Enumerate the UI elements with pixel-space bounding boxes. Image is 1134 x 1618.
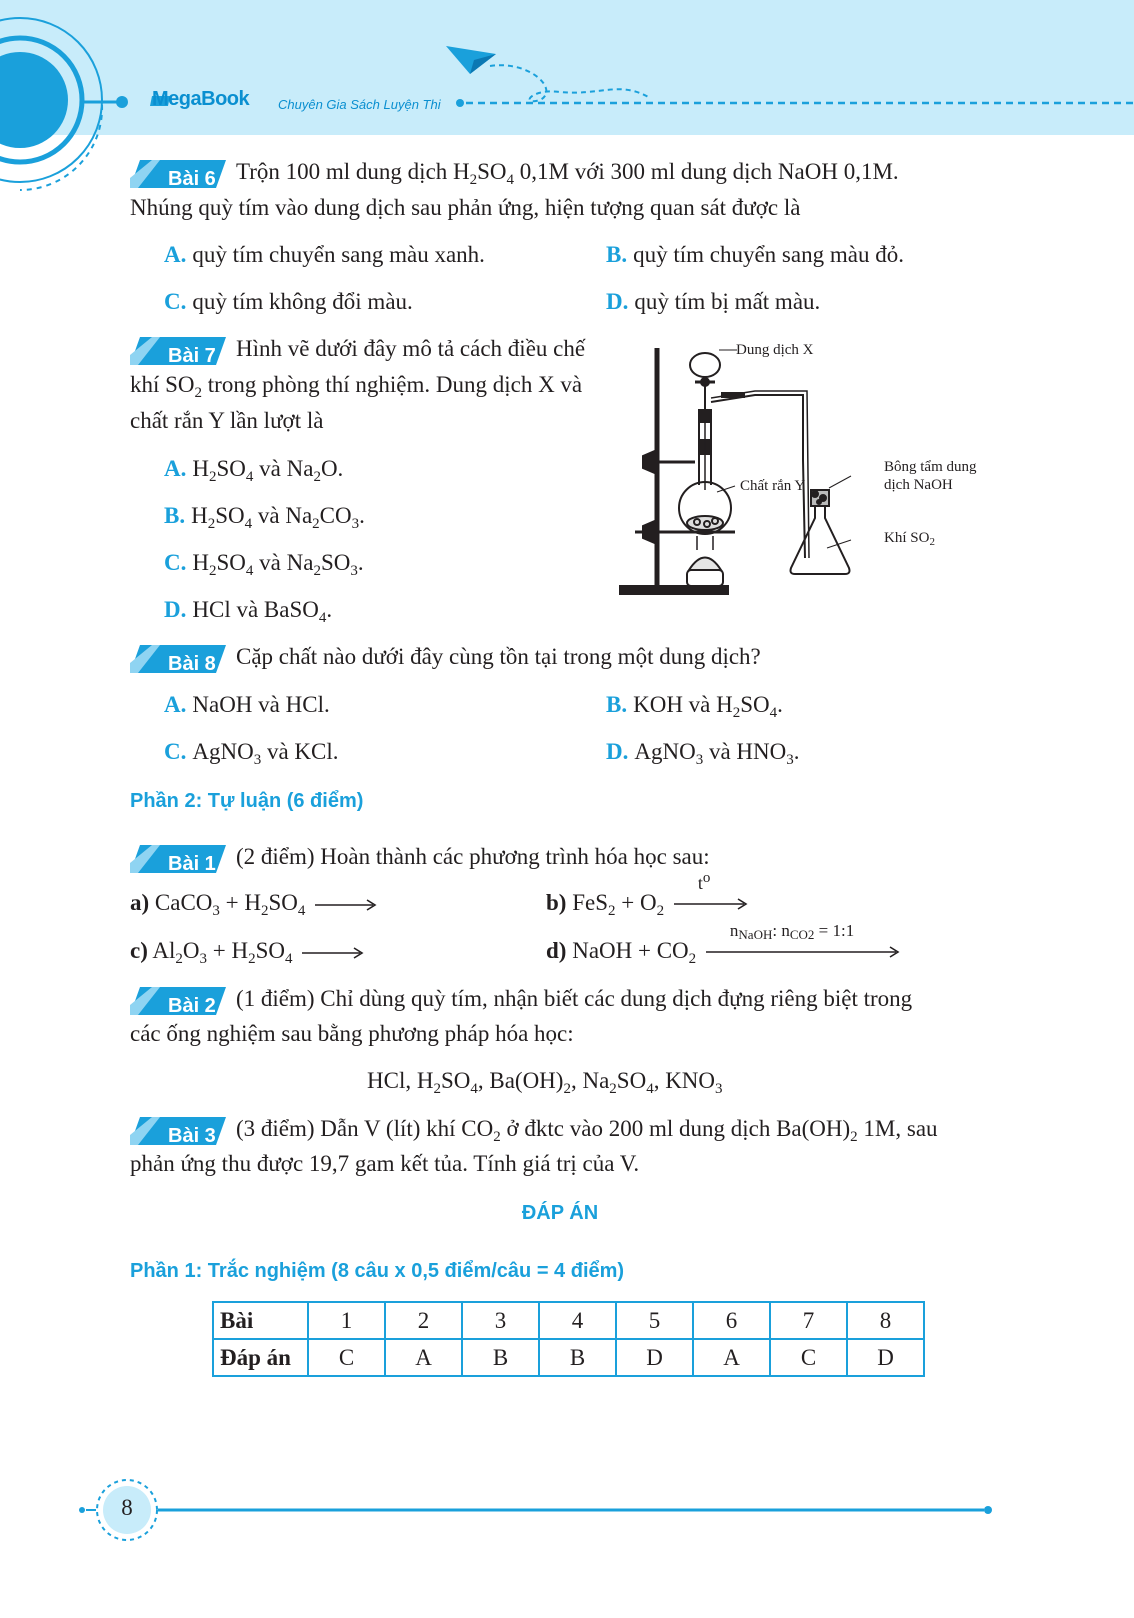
table-cell: B (539, 1339, 616, 1376)
q6-label: Bài 6 (130, 160, 226, 188)
answer-table (212, 1301, 925, 1377)
footer-decoration (70, 1475, 1000, 1545)
table-cell: 8 (847, 1302, 924, 1339)
label-cotton-line1: Bông tẩm dung (884, 459, 977, 475)
q6-option-a: A. quỳ tím chuyển sang màu xanh. (164, 242, 485, 267)
q6-option-d: D. quỳ tím bị mất màu. (606, 289, 821, 314)
q8-option-c: C. AgNO$_3$ và KCl. (164, 739, 339, 768)
q7-option-c: C. $H_2SO_4$ và $Na_2SO_3$. (164, 550, 364, 579)
q7-label: Bài 7 (130, 337, 226, 365)
q7-line1: Bài 7 Hình vẽ dưới đây mô tả cách điều chế (130, 332, 585, 366)
table-cell: 4 (539, 1302, 616, 1339)
q7-line2: khí $SO_2$ trong phòng thí nghiệm. Dung dịch X và (130, 372, 583, 401)
e1-line1: Bài 1 (2 điểm) Hoàn thành các phương trình hóa học sau: (130, 840, 710, 874)
equation-d: d) NaOH + $CO_2$ $n_{NaOH}$: $n_{CO2}$ = 1:1 (546, 938, 902, 965)
e3-line1: Bài 3 (3 điểm) Dẫn V (lít) khí $CO_2$ ở đktc vào 200 ml dung dịch $Ba(OH)_2$ 1M, sau (130, 1112, 938, 1146)
part2-title: Phần 2: Tự luận (6 điểm) (130, 790, 364, 812)
table-cell: 1 (308, 1302, 385, 1339)
q6-option-c: C. quỳ tím không đổi màu. (164, 289, 413, 314)
arrow-icon (670, 897, 750, 911)
row-label-dap-an: Đáp án (213, 1339, 308, 1376)
label-gas: Khí $SO_2$ (884, 530, 935, 548)
equation-c: c) $Al_2O_3 + H_2SO_4$ (130, 938, 366, 964)
page-number: 8 (121, 1495, 133, 1520)
brand-slogan: Chuyên Gia Sách Luyện Thi (278, 97, 441, 112)
table-cell: 2 (385, 1302, 462, 1339)
q7-line3: chất rắn Y lần lượt là (130, 408, 324, 433)
arrow-with-condition-b (670, 869, 750, 917)
label-dung-dich-x: Dung dịch X (736, 342, 814, 358)
arrow-with-condition-d (702, 920, 902, 965)
q6-line2: Nhúng quỳ tím vào dung dịch sau phản ứng, hiện tượng quan sát được là (130, 195, 801, 220)
q7-option-b: B. $H_2SO_4$ và $Na_2CO_3$. (164, 503, 365, 532)
e2-substances: HCl, $H_2SO_4$, $Ba(OH)_2$, $Na_2SO_4$, $KNO_3$ (367, 1068, 723, 1097)
answer-table-row-numbers (213, 1302, 924, 1339)
label-chat-ran-y: Chất rắn Y (740, 478, 806, 494)
table-cell: 3 (462, 1302, 539, 1339)
equation-a: a) CaCO$_3$ + $H_2SO_4$ (130, 890, 379, 916)
table-cell: A (693, 1339, 770, 1376)
condition-temperature: $t^o$ (697, 869, 711, 893)
e2-label: Bài 2 (130, 987, 226, 1015)
row-label-bai: Bài (213, 1302, 308, 1339)
answer-table-row-keys (213, 1339, 924, 1376)
e3-label: Bài 3 (130, 1117, 226, 1145)
table-cell: B (462, 1339, 539, 1376)
page-header (0, 0, 1134, 135)
e3-line2: phản ứng thu được 19,7 gam kết tủa. Tính giá trị của V. (130, 1151, 640, 1176)
q8-line1: Bài 8 Cặp chất nào dưới đây cùng tồn tại trong một dung dịch? (130, 640, 761, 674)
q7-option-a: A. $H_2SO_4$ và $Na_2O$. (164, 456, 344, 485)
q8-label: Bài 8 (130, 645, 226, 673)
answers-title: ĐÁP ÁN (521, 1202, 599, 1224)
q8-option-b: B. KOH và $H_2SO_4$. (606, 692, 783, 721)
table-cell: A (385, 1339, 462, 1376)
table-cell: 7 (770, 1302, 847, 1339)
arrow-icon (298, 946, 366, 960)
brand-logo: MegaBook (152, 88, 250, 110)
q6-line1: Bài 6 Trộn 100 ml dung dịch $H_2SO_4$ 0,1M với 300 ml dung dịch NaOH 0,1M. (130, 155, 899, 189)
e2-line1: Bài 2 (1 điểm) Chỉ dùng quỳ tím, nhận biết các dung dịch đựng riêng biệt trong (130, 982, 912, 1016)
table-cell: C (308, 1339, 385, 1376)
arrow-icon (311, 898, 379, 912)
table-cell: 6 (693, 1302, 770, 1339)
e2-line2: các ống nghiệm sau bằng phương pháp hóa học: (130, 1021, 574, 1046)
q8-option-a: A. NaOH và HCl. (164, 692, 330, 717)
q6-option-b: B. quỳ tím chuyển sang màu đỏ. (606, 242, 904, 267)
table-cell: D (616, 1339, 693, 1376)
label-cotton-line2: dịch NaOH (884, 477, 953, 493)
arrow-icon (702, 945, 902, 959)
e1-label: Bài 1 (130, 845, 226, 873)
equation-b: b) $FeS_2 + O_2$ $t^o$ (546, 890, 750, 917)
table-cell: 5 (616, 1302, 693, 1339)
table-cell: C (770, 1339, 847, 1376)
condition-ratio: $n_{NaOH}$: $n_{CO2}$ = 1:1 (729, 920, 855, 942)
answers-part1-title: Phần 1: Trắc nghiệm (8 câu x 0,5 điểm/câu = 4 điểm) (130, 1260, 625, 1282)
q7-option-d: D. HCl và BaSO$_4$. (164, 597, 333, 626)
table-cell: D (847, 1339, 924, 1376)
q8-option-d: D. AgNO$_3$ và $HNO_3$. (606, 739, 800, 768)
